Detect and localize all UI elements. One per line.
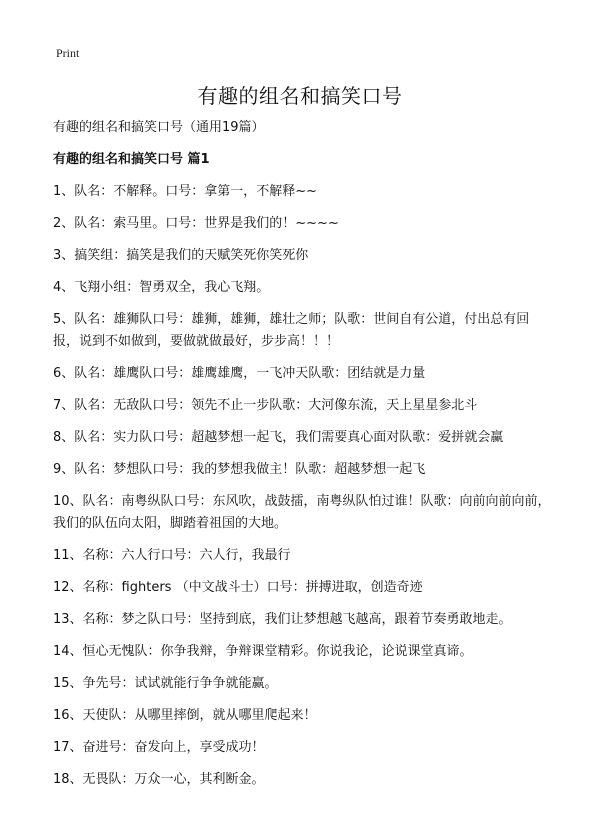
list-item: 9、队名：梦想队口号：我的梦想我做主！队歌：超越梦想一起飞 [53,462,426,477]
list-item: 2、队名：索马里。口号：世界是我们的！~~~~ [53,216,339,231]
list-item: 16、天使队：从哪里摔倒，就从哪里爬起来！ [53,708,317,723]
list-item: 10、队名：南粤纵队口号：东风吹，战鼓擂，南粤纵队怕过谁！队歌：向前向前向前，我们的队伍向太阳，脚踏着祖国的大地。 [53,494,551,531]
list-item: 17、奋进号：奋发向上，享受成功！ [53,740,265,755]
print-label: Print [56,46,80,60]
section-heading: 有趣的组名和搞笑口号 篇1 [53,152,210,167]
page-title: 有趣的组名和搞笑口号 [197,84,403,108]
document-body [53,118,553,801]
list-item: 11、名称：六人行口号：六人行，我最行 [53,548,291,563]
list-item: 4、飞翔小组：智勇双全，我心飞翔。 [53,280,270,295]
list-item: 18、无畏队：万众一心，其利断金。 [53,772,265,787]
document-subtitle: 有趣的组名和搞笑口号（通用19篇） [53,120,265,135]
list-item: 7、队名：无敌队口号：领先不止一步队歌：大河像东流，天上星星参北斗 [53,398,478,413]
list-item: 14、恒心无愧队：你争我辩，争辩课堂精彩。你说我论，论说课堂真谛。 [53,644,473,659]
list-item: 12、名称：fighters （中文战斗士）口号：拼搏进取，创造奇迹 [53,580,423,595]
list-item: 15、争先号：试试就能行争争就能赢。 [53,676,278,691]
list-item: 5、队名：雄狮队口号：雄狮，雄狮，雄壮之师；队歌：世间自有公道，付出总有回报，说到不如做到，要做就做最好，步步高！！！ [53,312,530,349]
list-item: 13、名称：梦之队口号：坚持到底，我们让梦想越飞越高，跟着节奏勇敢地走。 [53,612,512,627]
list-item: 1、队名：不解释。口号：拿第一，不解释~~ [53,184,318,199]
list-item: 3、搞笑组：搞笑是我们的天赋笑死你笑死你 [53,248,309,263]
list-item: 6、队名：雄鹰队口号：雄鹰雄鹰，一飞冲天队歌：团结就是力量 [53,366,426,381]
list-item: 8、队名：实力队口号：超越梦想一起飞，我们需要真心面对队歌：爱拼就会赢 [53,430,504,445]
